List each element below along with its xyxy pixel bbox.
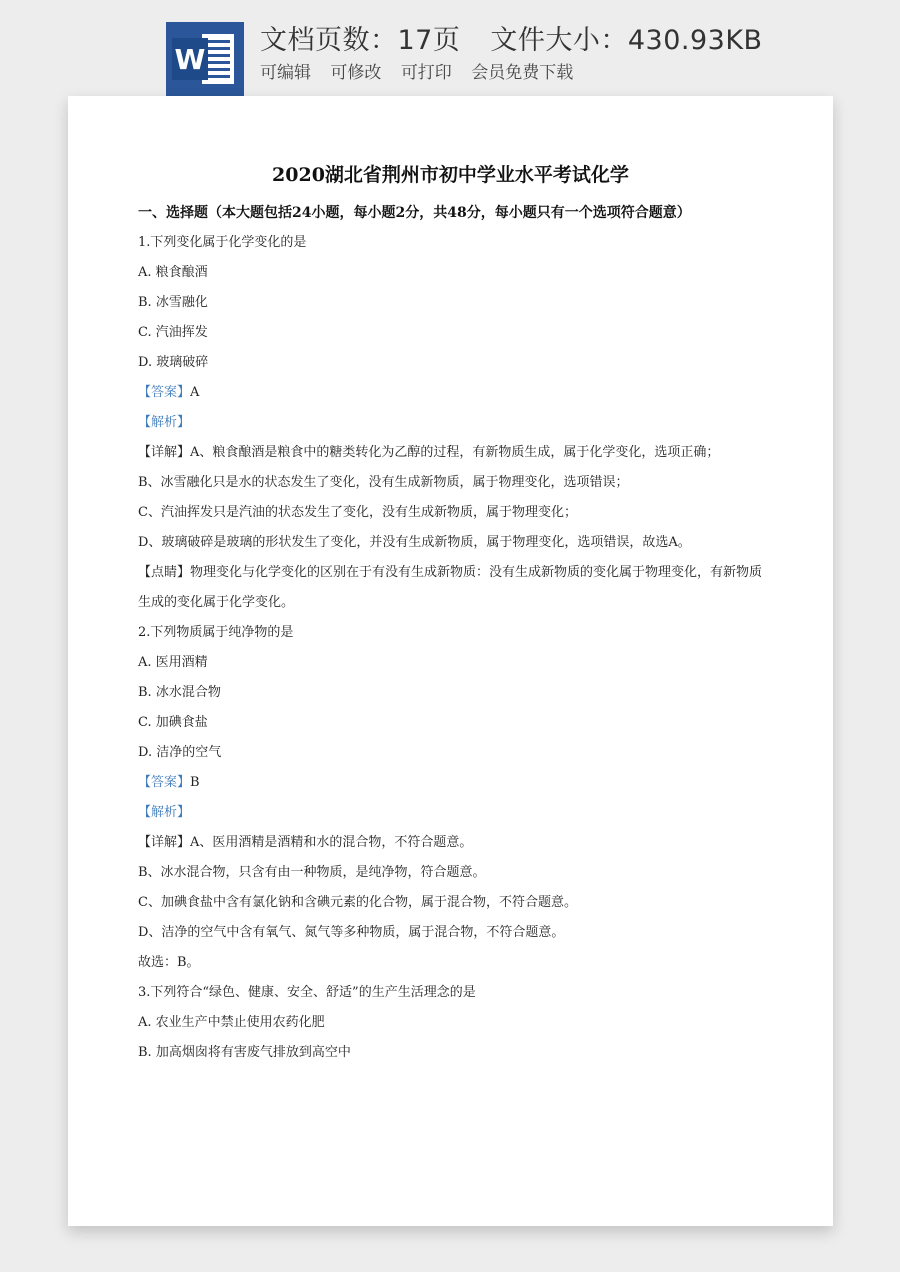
action-printable: 可打印 bbox=[400, 63, 452, 83]
document-title: 2020湖北省荆州市初中学业水平考试化学 bbox=[272, 164, 629, 186]
document-page bbox=[68, 96, 833, 1226]
question-2-conclusion: 故选：B。 bbox=[138, 955, 200, 970]
question-2-detail-4: D、洁净的空气中含有氧气、氮气等多种物质，属于混合物，不符合题意。 bbox=[138, 925, 565, 940]
detail-label: 【详解】 bbox=[138, 445, 191, 460]
action-member-download[interactable]: 会员免费下载 bbox=[471, 63, 574, 83]
question-1-analysis-label: 【解析】 bbox=[138, 415, 191, 430]
file-info bbox=[260, 18, 763, 57]
word-document-icon bbox=[166, 22, 244, 96]
section-heading: 一、选择题（本大题包括24小题，每小题2分，共48分，每小题只有一个选项符合题意） bbox=[138, 205, 691, 221]
question-1-detail-3: C、汽油挥发只是汽油的状态发生了变化，没有生成新物质，属于物理变化； bbox=[138, 505, 577, 520]
question-3-option-b: B. 加高烟囱将有害废气排放到高空中 bbox=[138, 1045, 351, 1060]
question-2-option-b: B. 冰水混合物 bbox=[138, 685, 221, 700]
file-size: 文件大小：430.93KB bbox=[490, 25, 763, 56]
tip-text: 物理变化与化学变化的区别在于有没有生成新物质：没有生成新物质的变化属于物理变化，有新物质生成的变化属于化学变化。 bbox=[138, 565, 763, 610]
question-1-option-a: A. 粮食酿酒 bbox=[138, 265, 208, 280]
detail-label: 【详解】 bbox=[138, 835, 191, 850]
answer-value: B bbox=[190, 775, 200, 790]
document-body bbox=[138, 198, 768, 1068]
question-1-detail-1 bbox=[138, 438, 768, 468]
action-editable: 可编辑 bbox=[260, 63, 311, 83]
question-1-option-c: C. 汽油挥发 bbox=[138, 325, 208, 340]
question-2-analysis-label: 【解析】 bbox=[138, 805, 191, 820]
question-1-answer bbox=[138, 378, 768, 408]
file-actions bbox=[260, 58, 581, 83]
question-2-detail-2: B、冰水混合物，只含有由一种物质，是纯净物，符合题意。 bbox=[138, 865, 486, 880]
question-1-stem: 1.下列变化属于化学变化的是 bbox=[138, 235, 307, 250]
question-1-option-b: B. 冰雪融化 bbox=[138, 295, 208, 310]
answer-label: 【答案】 bbox=[138, 385, 191, 400]
page-count: 文档页数：17页 bbox=[260, 25, 461, 56]
question-1-detail-2: B、冰雪融化只是水的状态发生了变化，没有生成新物质，属于物理变化，选项错误； bbox=[138, 475, 629, 490]
question-2-detail-3: C、加碘食盐中含有氯化钠和含碘元素的化合物，属于混合物，不符合题意。 bbox=[138, 895, 577, 910]
answer-value: A bbox=[190, 385, 200, 400]
action-modifiable: 可修改 bbox=[330, 63, 382, 83]
question-2-option-a: A. 医用酒精 bbox=[138, 655, 208, 670]
detail-text: A、医用酒精是酒精和水的混合物，不符合题意。 bbox=[190, 835, 473, 850]
question-3-option-a: A. 农业生产中禁止使用农药化肥 bbox=[138, 1015, 325, 1030]
detail-text: A、粮食酿酒是粮食中的糖类转化为乙醇的过程，有新物质生成，属于化学变化，选项正确； bbox=[190, 445, 720, 460]
question-2-detail-1 bbox=[138, 828, 768, 858]
question-3-stem: 3.下列符合“绿色、健康、安全、舒适”的生产生活理念的是 bbox=[138, 985, 476, 1000]
question-2-option-c: C. 加碘食盐 bbox=[138, 715, 208, 730]
question-1-option-d: D. 玻璃破碎 bbox=[138, 355, 209, 370]
question-2-answer bbox=[138, 768, 768, 798]
logo-letter: W bbox=[174, 43, 206, 76]
tip-label: 【点睛】 bbox=[138, 565, 191, 580]
question-1-detail-4: D、玻璃破碎是玻璃的形状发生了变化，并没有生成新物质，属于物理变化，选项错误，故选A。 bbox=[138, 535, 691, 550]
question-1-tip bbox=[138, 558, 768, 618]
question-2-option-d: D. 洁净的空气 bbox=[138, 745, 222, 760]
question-2-stem: 2.下列物质属于纯净物的是 bbox=[138, 625, 294, 640]
download-banner bbox=[0, 0, 900, 100]
answer-label: 【答案】 bbox=[138, 775, 191, 790]
